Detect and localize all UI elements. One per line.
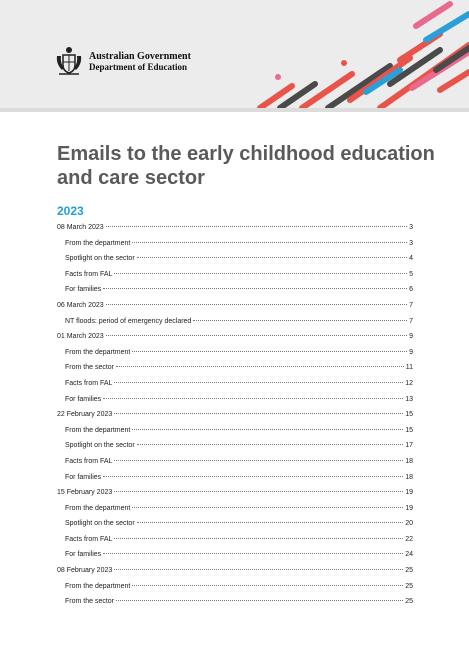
toc-page-number: 15 bbox=[405, 426, 413, 434]
toc-label: Facts from FAL bbox=[65, 457, 113, 465]
stripe bbox=[440, 72, 469, 90]
toc-subentry[interactable] bbox=[57, 427, 413, 443]
toc-leader bbox=[103, 398, 403, 399]
toc-label: Facts from FAL bbox=[65, 535, 113, 543]
stripe-dot bbox=[341, 60, 347, 66]
department-name: Department of Education bbox=[89, 62, 187, 72]
toc-leader bbox=[116, 600, 403, 601]
toc-label: From the sector bbox=[65, 364, 115, 372]
toc-page-number: 11 bbox=[405, 364, 413, 372]
toc-label: From the department bbox=[65, 239, 131, 247]
toc-page-number: 25 bbox=[405, 598, 413, 606]
toc-page-number: 6 bbox=[409, 286, 413, 294]
toc-label: For families bbox=[65, 473, 102, 481]
toc-entry[interactable] bbox=[57, 411, 413, 427]
toc-leader bbox=[193, 320, 407, 321]
toc-page-number: 18 bbox=[405, 457, 413, 465]
toc-page-number: 15 bbox=[405, 411, 413, 419]
toc-page-number: 19 bbox=[405, 489, 413, 497]
decorative-stripes bbox=[240, 0, 469, 110]
toc-leader bbox=[116, 366, 404, 367]
toc-leader bbox=[132, 242, 407, 243]
toc-leader bbox=[132, 429, 403, 430]
toc-label: Spotlight on the sector bbox=[65, 255, 135, 263]
toc-page-number: 3 bbox=[409, 239, 413, 247]
toc-leader bbox=[132, 507, 403, 508]
toc-leader bbox=[114, 538, 403, 539]
toc-subentry[interactable] bbox=[57, 474, 413, 490]
toc-label: 08 February 2023 bbox=[57, 567, 113, 575]
stripe bbox=[416, 4, 450, 26]
toc-leader bbox=[106, 226, 407, 227]
toc-subentry[interactable] bbox=[57, 349, 413, 365]
toc-page-number: 13 bbox=[405, 395, 413, 403]
toc-leader bbox=[132, 585, 403, 586]
toc-page-number: 7 bbox=[409, 317, 413, 325]
toc-page-number: 18 bbox=[405, 473, 413, 481]
toc-subentry[interactable] bbox=[57, 442, 413, 458]
toc-page-number: 7 bbox=[409, 301, 413, 309]
year-heading: 2023 bbox=[57, 204, 84, 218]
toc-leader bbox=[114, 491, 403, 492]
toc-leader bbox=[114, 413, 403, 414]
toc-leader bbox=[106, 304, 407, 305]
toc-page-number: 17 bbox=[405, 442, 413, 450]
toc-label: 15 February 2023 bbox=[57, 489, 113, 497]
toc-page-number: 24 bbox=[405, 551, 413, 559]
toc-entry[interactable] bbox=[57, 302, 413, 318]
toc-subentry[interactable] bbox=[57, 380, 413, 396]
coat-of-arms-icon bbox=[55, 46, 83, 78]
toc-entry[interactable] bbox=[57, 333, 413, 349]
toc-subentry[interactable] bbox=[57, 583, 413, 599]
stripe-dot bbox=[275, 74, 281, 80]
toc-page-number: 25 bbox=[405, 582, 413, 590]
toc-leader bbox=[137, 522, 404, 523]
toc-subentry[interactable] bbox=[57, 458, 413, 474]
toc-label: For families bbox=[65, 286, 102, 294]
toc-page-number: 12 bbox=[405, 379, 413, 387]
toc-label: For families bbox=[65, 395, 102, 403]
toc-label: From the department bbox=[65, 504, 131, 512]
toc-leader bbox=[137, 444, 404, 445]
government-logo bbox=[55, 46, 191, 78]
toc-page-number: 20 bbox=[405, 520, 413, 528]
toc-subentry[interactable] bbox=[57, 240, 413, 256]
document-title: Emails to the early childhood education and care sector bbox=[57, 143, 435, 189]
toc-subentry[interactable] bbox=[57, 286, 413, 302]
toc-entry[interactable] bbox=[57, 489, 413, 505]
toc-entry[interactable] bbox=[57, 567, 413, 583]
toc-subentry[interactable] bbox=[57, 598, 413, 614]
toc-page-number: 5 bbox=[409, 270, 413, 278]
toc-leader bbox=[103, 288, 407, 289]
toc-label: From the department bbox=[65, 426, 131, 434]
toc-subentry[interactable] bbox=[57, 255, 413, 271]
toc-label: Facts from FAL bbox=[65, 379, 113, 387]
toc-leader bbox=[106, 335, 407, 336]
toc-subentry[interactable] bbox=[57, 551, 413, 567]
page-header bbox=[0, 0, 469, 110]
toc-label: 22 February 2023 bbox=[57, 411, 113, 419]
toc-label: For families bbox=[65, 551, 102, 559]
toc-page-number: 19 bbox=[405, 504, 413, 512]
toc-page-number: 9 bbox=[409, 333, 413, 341]
toc-leader bbox=[137, 257, 407, 258]
toc-leader bbox=[114, 460, 403, 461]
toc-entry[interactable] bbox=[57, 224, 413, 240]
toc-leader bbox=[103, 553, 403, 554]
toc-label: Spotlight on the sector bbox=[65, 520, 135, 528]
toc-leader bbox=[132, 351, 407, 352]
org-name: Australian Government bbox=[89, 51, 191, 62]
toc-label: 06 March 2023 bbox=[57, 301, 104, 309]
toc-label: NT floods: period of emergency declared bbox=[65, 317, 192, 325]
toc-label: Spotlight on the sector bbox=[65, 442, 135, 450]
toc-label: From the department bbox=[65, 348, 131, 356]
toc-subentry[interactable] bbox=[57, 364, 413, 380]
toc-leader bbox=[103, 476, 403, 477]
toc-page-number: 3 bbox=[409, 224, 413, 231]
toc-page-number: 25 bbox=[405, 567, 413, 575]
toc-label: 01 March 2023 bbox=[57, 333, 104, 341]
toc-page-number: 4 bbox=[409, 255, 413, 263]
toc-subentry[interactable] bbox=[57, 318, 413, 334]
header-divider bbox=[0, 108, 469, 112]
toc-page-number: 9 bbox=[409, 348, 413, 356]
toc-leader bbox=[114, 382, 403, 383]
toc-subentry[interactable] bbox=[57, 396, 413, 412]
table-of-contents bbox=[57, 224, 413, 614]
toc-subentry[interactable] bbox=[57, 536, 413, 552]
toc-label: From the sector bbox=[65, 598, 115, 606]
toc-label: From the department bbox=[65, 582, 131, 590]
toc-label: Facts from FAL bbox=[65, 270, 113, 278]
toc-subentry[interactable] bbox=[57, 271, 413, 287]
toc-subentry[interactable] bbox=[57, 505, 413, 521]
toc-leader bbox=[114, 273, 407, 274]
toc-page-number: 22 bbox=[405, 535, 413, 543]
toc-subentry[interactable] bbox=[57, 520, 413, 536]
toc-leader bbox=[114, 569, 403, 570]
toc-label: 08 March 2023 bbox=[57, 224, 104, 231]
